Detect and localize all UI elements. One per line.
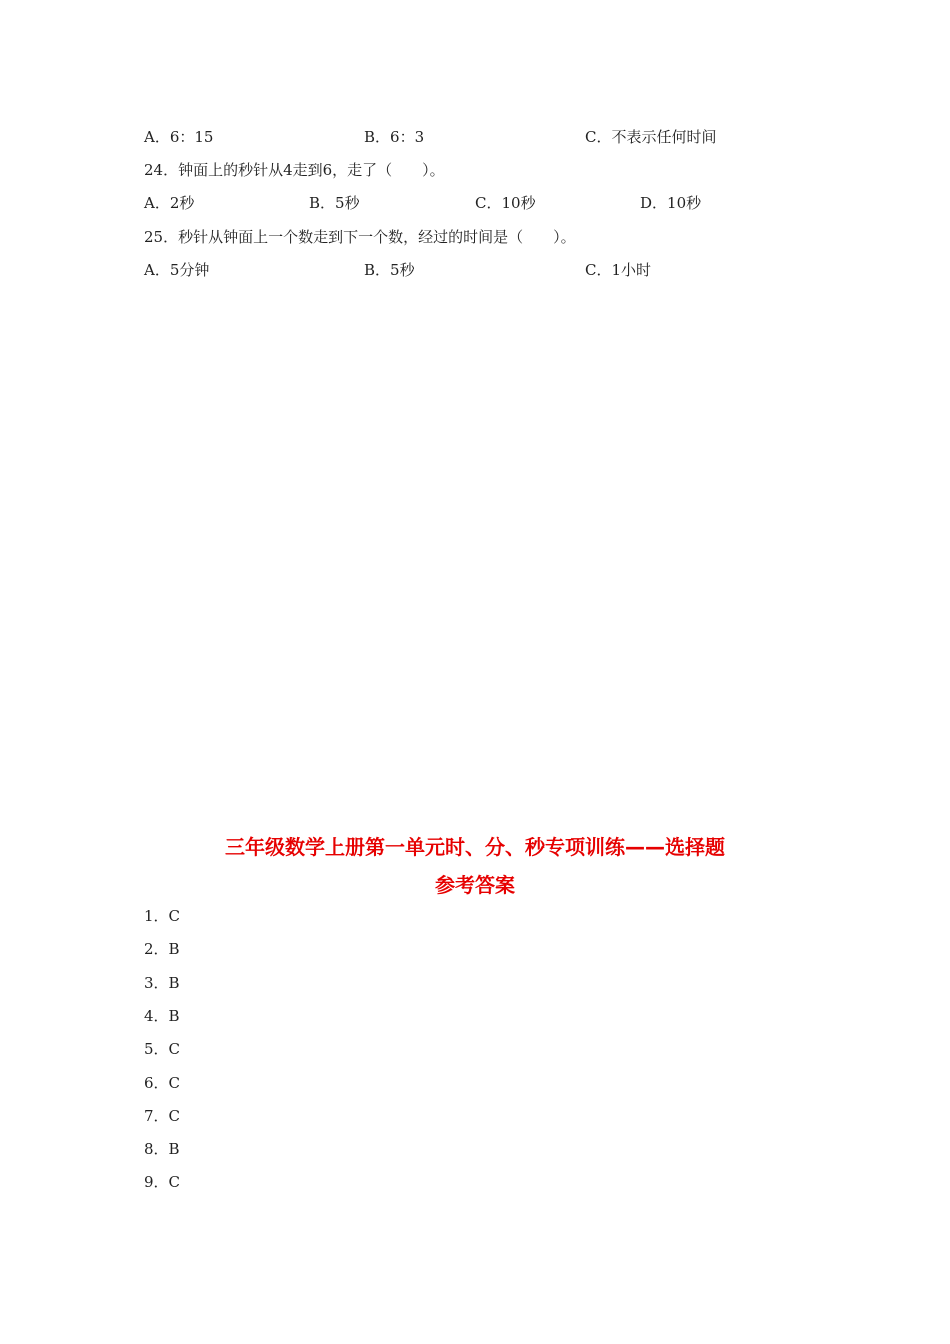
answer-item-1: 1．C [144, 907, 181, 925]
q23-option-c: C．不表示任何时间 [585, 128, 717, 146]
q25-option-c: C．1小时 [585, 261, 652, 279]
q24-option-a: A．2秒 [144, 194, 195, 212]
q25-stem: 25．秒针从钟面上一个数走到下一个数，经过的时间是（ ）。 [144, 228, 576, 246]
answer-item-3: 3．B [144, 974, 180, 992]
q25-option-b: B．5秒 [364, 261, 415, 279]
q24-option-c: C．10秒 [475, 194, 536, 212]
answer-item-8: 8．B [144, 1140, 180, 1158]
answer-item-4: 4．B [144, 1007, 180, 1025]
answer-item-2: 2．B [144, 940, 180, 958]
answer-section-subtitle: 参考答案 [435, 873, 515, 897]
q24-option-b: B．5秒 [309, 194, 360, 212]
q23-option-a: A．6：15 [144, 128, 214, 146]
q25-option-a: A．5分钟 [144, 261, 210, 279]
answer-section-title: 三年级数学上册第一单元时、分、秒专项训练——选择题 [225, 835, 725, 859]
answer-item-7: 7．C [144, 1107, 181, 1125]
answer-item-9: 9．C [144, 1173, 181, 1191]
q24-stem: 24．钟面上的秒针从4走到6，走了（ ）。 [144, 161, 445, 179]
answer-item-5: 5．C [144, 1040, 181, 1058]
q23-option-b: B．6：3 [364, 128, 425, 146]
answer-item-6: 6．C [144, 1074, 181, 1092]
q24-option-d: D．10秒 [640, 194, 702, 212]
